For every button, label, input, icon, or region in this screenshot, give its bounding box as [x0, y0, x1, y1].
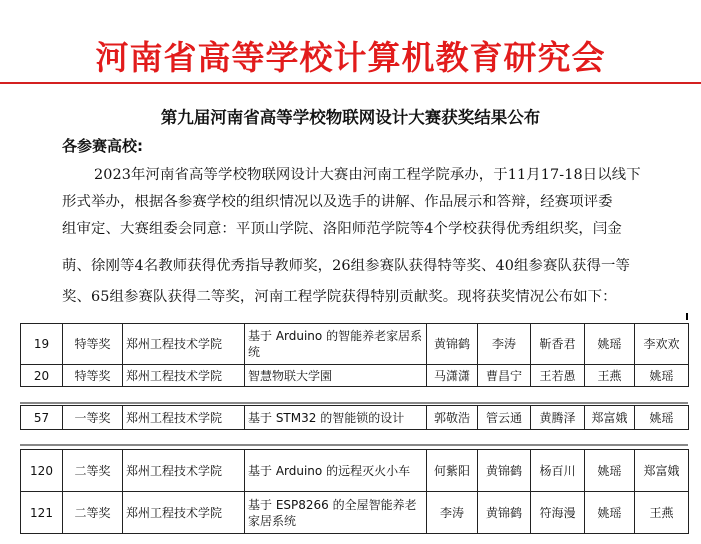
award-level-cell: 二等奖 — [63, 492, 123, 534]
paragraph-line: 组审定、大赛组委会同意：平顶山学院、洛阳师范学院等4个学校获得优秀组织奖，闫金 — [62, 221, 622, 237]
member-cell: 符海漫 — [531, 492, 585, 534]
member-cell: 李涛 — [478, 324, 531, 365]
member-cell: 何紫阳 — [427, 450, 478, 492]
school-cell: 郑州工程技术学院 — [123, 492, 245, 534]
award-table-second — [20, 449, 689, 534]
rank-cell: 120 — [21, 450, 63, 492]
member-cell: 杨百川 — [531, 450, 585, 492]
table-row — [21, 406, 689, 430]
award-level-cell: 特等奖 — [63, 365, 123, 387]
rank-cell: 19 — [21, 324, 63, 365]
table-separator — [20, 402, 688, 404]
table-row — [21, 365, 689, 387]
table-row — [21, 492, 689, 534]
member-cell: 郭敬浩 — [427, 406, 478, 430]
advisor-cell: 王燕 — [585, 365, 635, 387]
award-level-cell: 特等奖 — [63, 324, 123, 365]
advisor-cell: 姚瑶 — [585, 450, 635, 492]
member-cell: 黄锦鹤 — [427, 324, 478, 365]
school-cell: 郑州工程技术学院 — [123, 365, 245, 387]
notice-title: 第九届河南省高等学校物联网设计大赛获奖结果公布 — [160, 108, 541, 127]
rank-cell: 121 — [21, 492, 63, 534]
award-table-first — [20, 405, 689, 430]
school-cell: 郑州工程技术学院 — [123, 324, 245, 365]
advisor-cell: 王燕 — [635, 492, 689, 534]
table-separator — [20, 444, 688, 446]
award-level-cell: 一等奖 — [63, 406, 123, 430]
advisor-cell: 郑富娥 — [585, 406, 635, 430]
school-cell: 郑州工程技术学院 — [123, 406, 245, 430]
member-cell: 黄锦鹤 — [478, 492, 531, 534]
table-row — [21, 324, 689, 365]
rank-cell: 20 — [21, 365, 63, 387]
advisor-cell: 姚瑶 — [635, 365, 689, 387]
award-table-special — [20, 323, 689, 387]
member-cell: 马潇潇 — [427, 365, 478, 387]
project-cell: 基于 Arduino 的智能养老家居系统 — [245, 324, 427, 365]
award-level-cell: 二等奖 — [63, 450, 123, 492]
advisor-cell: 姚瑶 — [635, 406, 689, 430]
member-cell: 黄腾泽 — [531, 406, 585, 430]
member-cell: 黄锦鹤 — [478, 450, 531, 492]
project-cell: 基于 Arduino 的远程灭火小车 — [245, 450, 427, 492]
paragraph-line: 奖、65组参赛队获得二等奖，河南工程学院获得特别贡献奖。现将获奖情况公布如下： — [62, 289, 617, 305]
member-cell: 王若愚 — [531, 365, 585, 387]
advisor-cell: 李欢欢 — [635, 324, 689, 365]
paragraph-line: 形式举办，根据各参赛学校的组织情况以及选手的讲解、作品展示和答辩，经赛项评委 — [62, 194, 613, 210]
member-cell: 管云通 — [478, 406, 531, 430]
header-divider — [0, 82, 701, 84]
member-cell: 靳香君 — [531, 324, 585, 365]
salutation: 各参赛高校: — [62, 137, 143, 155]
paragraph-line: 2023年河南省高等学校物联网设计大赛由河南工程学院承办，于11月17-18日以线下 — [94, 167, 641, 183]
advisor-cell: 姚瑶 — [585, 492, 635, 534]
advisor-cell: 郑富娥 — [635, 450, 689, 492]
rank-cell: 57 — [21, 406, 63, 430]
school-cell: 郑州工程技术学院 — [123, 450, 245, 492]
paragraph-line: 萌、徐刚等4名教师获得优秀指导教师奖，26组参赛队获得特等奖、40组参赛队获得一等 — [62, 258, 630, 274]
project-cell: 基于 STM32 的智能锁的设计 — [245, 406, 427, 430]
table-row — [21, 450, 689, 492]
member-cell: 曹昌宁 — [478, 365, 531, 387]
project-cell: 基于 ESP8266 的全屋智能养老家居系统 — [245, 492, 427, 534]
organization-title: 河南省高等学校计算机教育研究会 — [95, 38, 606, 77]
member-cell: 李涛 — [427, 492, 478, 534]
advisor-cell: 姚瑶 — [585, 324, 635, 365]
page-mark — [686, 313, 688, 320]
project-cell: 智慧物联大学園 — [245, 365, 427, 387]
